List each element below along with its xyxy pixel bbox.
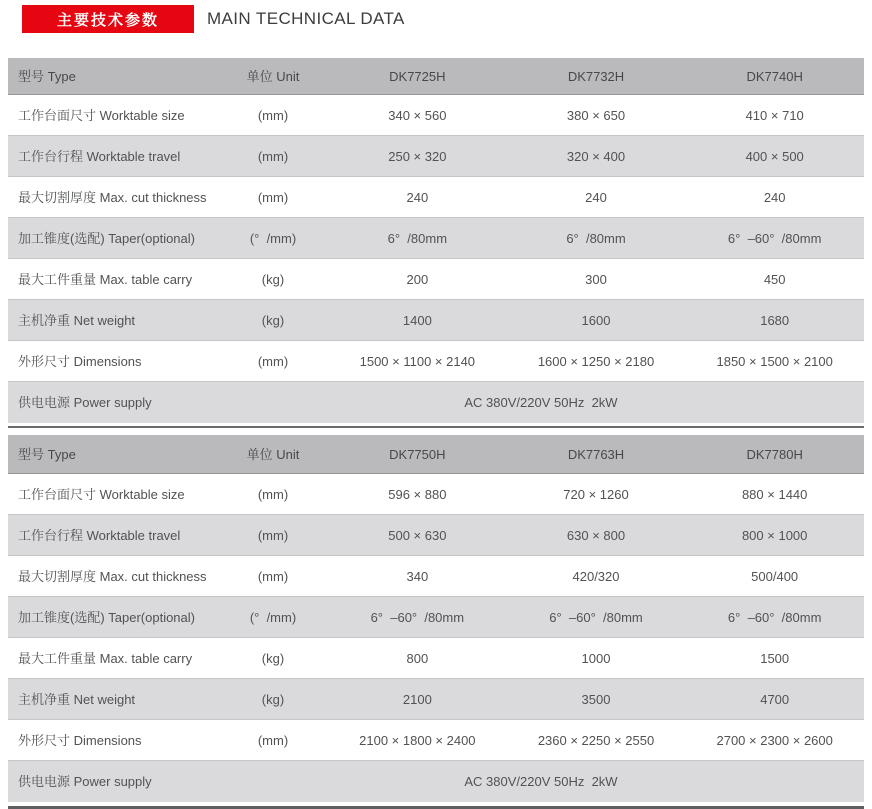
power-supply-value: AC 380V/220V 50Hz 2kW [464,774,618,789]
spec-value: 6° –60° /80mm [549,609,643,625]
spec-value: 6° /80mm [387,230,448,246]
row-worktable-travel [8,136,864,177]
spec-value: 450 [763,271,786,287]
row-taper-optional [8,597,864,638]
spec-unit: (mm) [257,107,289,123]
spec-value: 250 × 320 [388,148,447,164]
spec-table-1 [8,58,864,423]
spec-label: 最大工件重量 Max. table carry [18,271,193,287]
table-1-header-row [8,58,864,95]
spec-value: 880 × 1440 [741,486,808,502]
spec-value: 720 × 1260 [563,486,629,502]
table-gap [8,428,864,435]
page-header [22,5,405,33]
page-title: MAIN TECHNICAL DATA [207,9,405,28]
spec-value: 410 × 710 [745,107,804,123]
spec-value: 420/320 [572,568,620,584]
spec-unit: (mm) [257,568,289,584]
spec-value: 4700 [760,691,790,707]
spec-value: 320 × 400 [566,148,626,164]
spec-value: 6° –60° /80mm [727,609,822,625]
spec-unit: (mm) [257,189,289,205]
spec-unit: (kg) [261,312,285,328]
spec-label: 最大切割厚度 Max. cut thickness [18,568,207,584]
spec-value: 1680 [760,312,790,328]
spec-value: 2100 × 1800 × 2400 [359,732,476,748]
spec-value: 1400 [402,312,432,328]
spec-label: 工作台行程 Worktable travel [18,527,181,543]
red-title-badge: 主要技术参数 [22,5,194,33]
spec-unit: (° /mm) [249,230,297,246]
row-power-supply [8,761,864,802]
spec-value: 630 × 800 [566,527,626,543]
spec-value: 200 [406,271,429,287]
spec-unit: (mm) [257,732,289,748]
col-header-unit: 单位 Unit [246,446,300,462]
row-taper-optional [8,218,864,259]
spec-label: 最大工件重量 Max. table carry [18,650,193,666]
spec-value: 1500 [760,650,790,666]
row-max-table-carry [8,638,864,679]
spec-value: 1600 × 1250 × 2180 [537,353,655,369]
spec-value: 596 × 880 [388,486,447,502]
col-header-model-2: DK7732H [567,68,625,84]
col-header-model-2: DK7763H [567,446,625,462]
spec-value: 300 [585,271,607,287]
row-worktable-size [8,95,864,136]
tables-container [8,58,864,809]
row-max-cut-thickness [8,177,864,218]
spec-unit: (kg) [261,650,285,666]
spec-value: 380 × 650 [566,107,626,123]
spec-label: 供电电源 Power supply [18,774,152,789]
spec-value: 2360 × 2250 × 2550 [537,732,655,748]
spec-label: 外形尺寸 Dimensions [18,732,142,748]
spec-unit: (mm) [257,353,289,369]
spec-value: 340 [406,568,429,584]
table-2-header-row [8,435,864,474]
spec-value: 1850 × 1500 × 2100 [716,353,833,369]
spec-value: 1500 × 1100 × 2140 [359,353,476,369]
spec-value: 500/400 [751,568,799,584]
spec-label: 工作台面尺寸 Worktable size [18,107,185,123]
row-net-weight [8,300,864,341]
spec-value: 240 [585,189,607,205]
spec-value: 500 × 630 [388,527,447,543]
spec-unit: (mm) [257,486,289,502]
spec-label: 主机净重 Net weight [18,312,136,328]
spec-value: 6° –60° /80mm [727,230,822,246]
row-max-cut-thickness [8,556,864,597]
spec-label: 工作台行程 Worktable travel [18,148,181,164]
spec-value: 1000 [581,650,611,666]
spec-value: 6° /80mm [566,230,626,246]
row-power-supply [8,382,864,423]
spec-value: 3500 [581,691,611,707]
spec-unit: (mm) [257,527,289,543]
spec-label: 工作台面尺寸 Worktable size [18,486,185,502]
spec-label: 主机净重 Net weight [18,691,136,707]
col-header-model-1: DK7750H [389,446,446,462]
col-header-type: 型号 Type [18,68,76,84]
col-header-type: 型号 Type [18,446,76,462]
row-dimensions [8,341,864,382]
spec-table-2 [8,435,864,802]
col-header-model-3: DK7780H [746,446,803,462]
spec-value: 800 × 1000 [741,527,808,543]
spec-value: 800 [406,650,429,666]
spec-value: 240 [406,189,429,205]
spec-label: 供电电源 Power supply [18,395,152,410]
spec-value: 400 × 500 [745,148,804,164]
spec-value: 1600 [581,312,611,328]
spec-label: 外形尺寸 Dimensions [18,353,142,369]
spec-unit: (kg) [261,691,285,707]
spec-value: 6° –60° /80mm [370,609,465,625]
spec-label: 加工锥度(选配) Taper(optional) [18,609,195,625]
spec-unit: (° /mm) [249,609,297,625]
spec-unit: (mm) [257,148,289,164]
col-header-model-1: DK7725H [389,68,446,84]
spec-label: 加工锥度(选配) Taper(optional) [18,230,195,246]
row-worktable-travel [8,515,864,556]
spec-value: 240 [763,189,786,205]
spec-value: 2100 [402,691,432,707]
row-net-weight [8,679,864,720]
col-header-unit: 单位 Unit [246,68,300,84]
spec-value: 340 × 560 [388,107,447,123]
row-worktable-size [8,474,864,515]
spec-value: 2700 × 2300 × 2600 [716,732,833,748]
row-dimensions [8,720,864,761]
row-max-table-carry [8,259,864,300]
power-supply-value: AC 380V/220V 50Hz 2kW [464,395,618,410]
spec-label: 最大切割厚度 Max. cut thickness [18,189,207,205]
spec-unit: (kg) [261,271,285,287]
col-header-model-3: DK7740H [746,68,803,84]
